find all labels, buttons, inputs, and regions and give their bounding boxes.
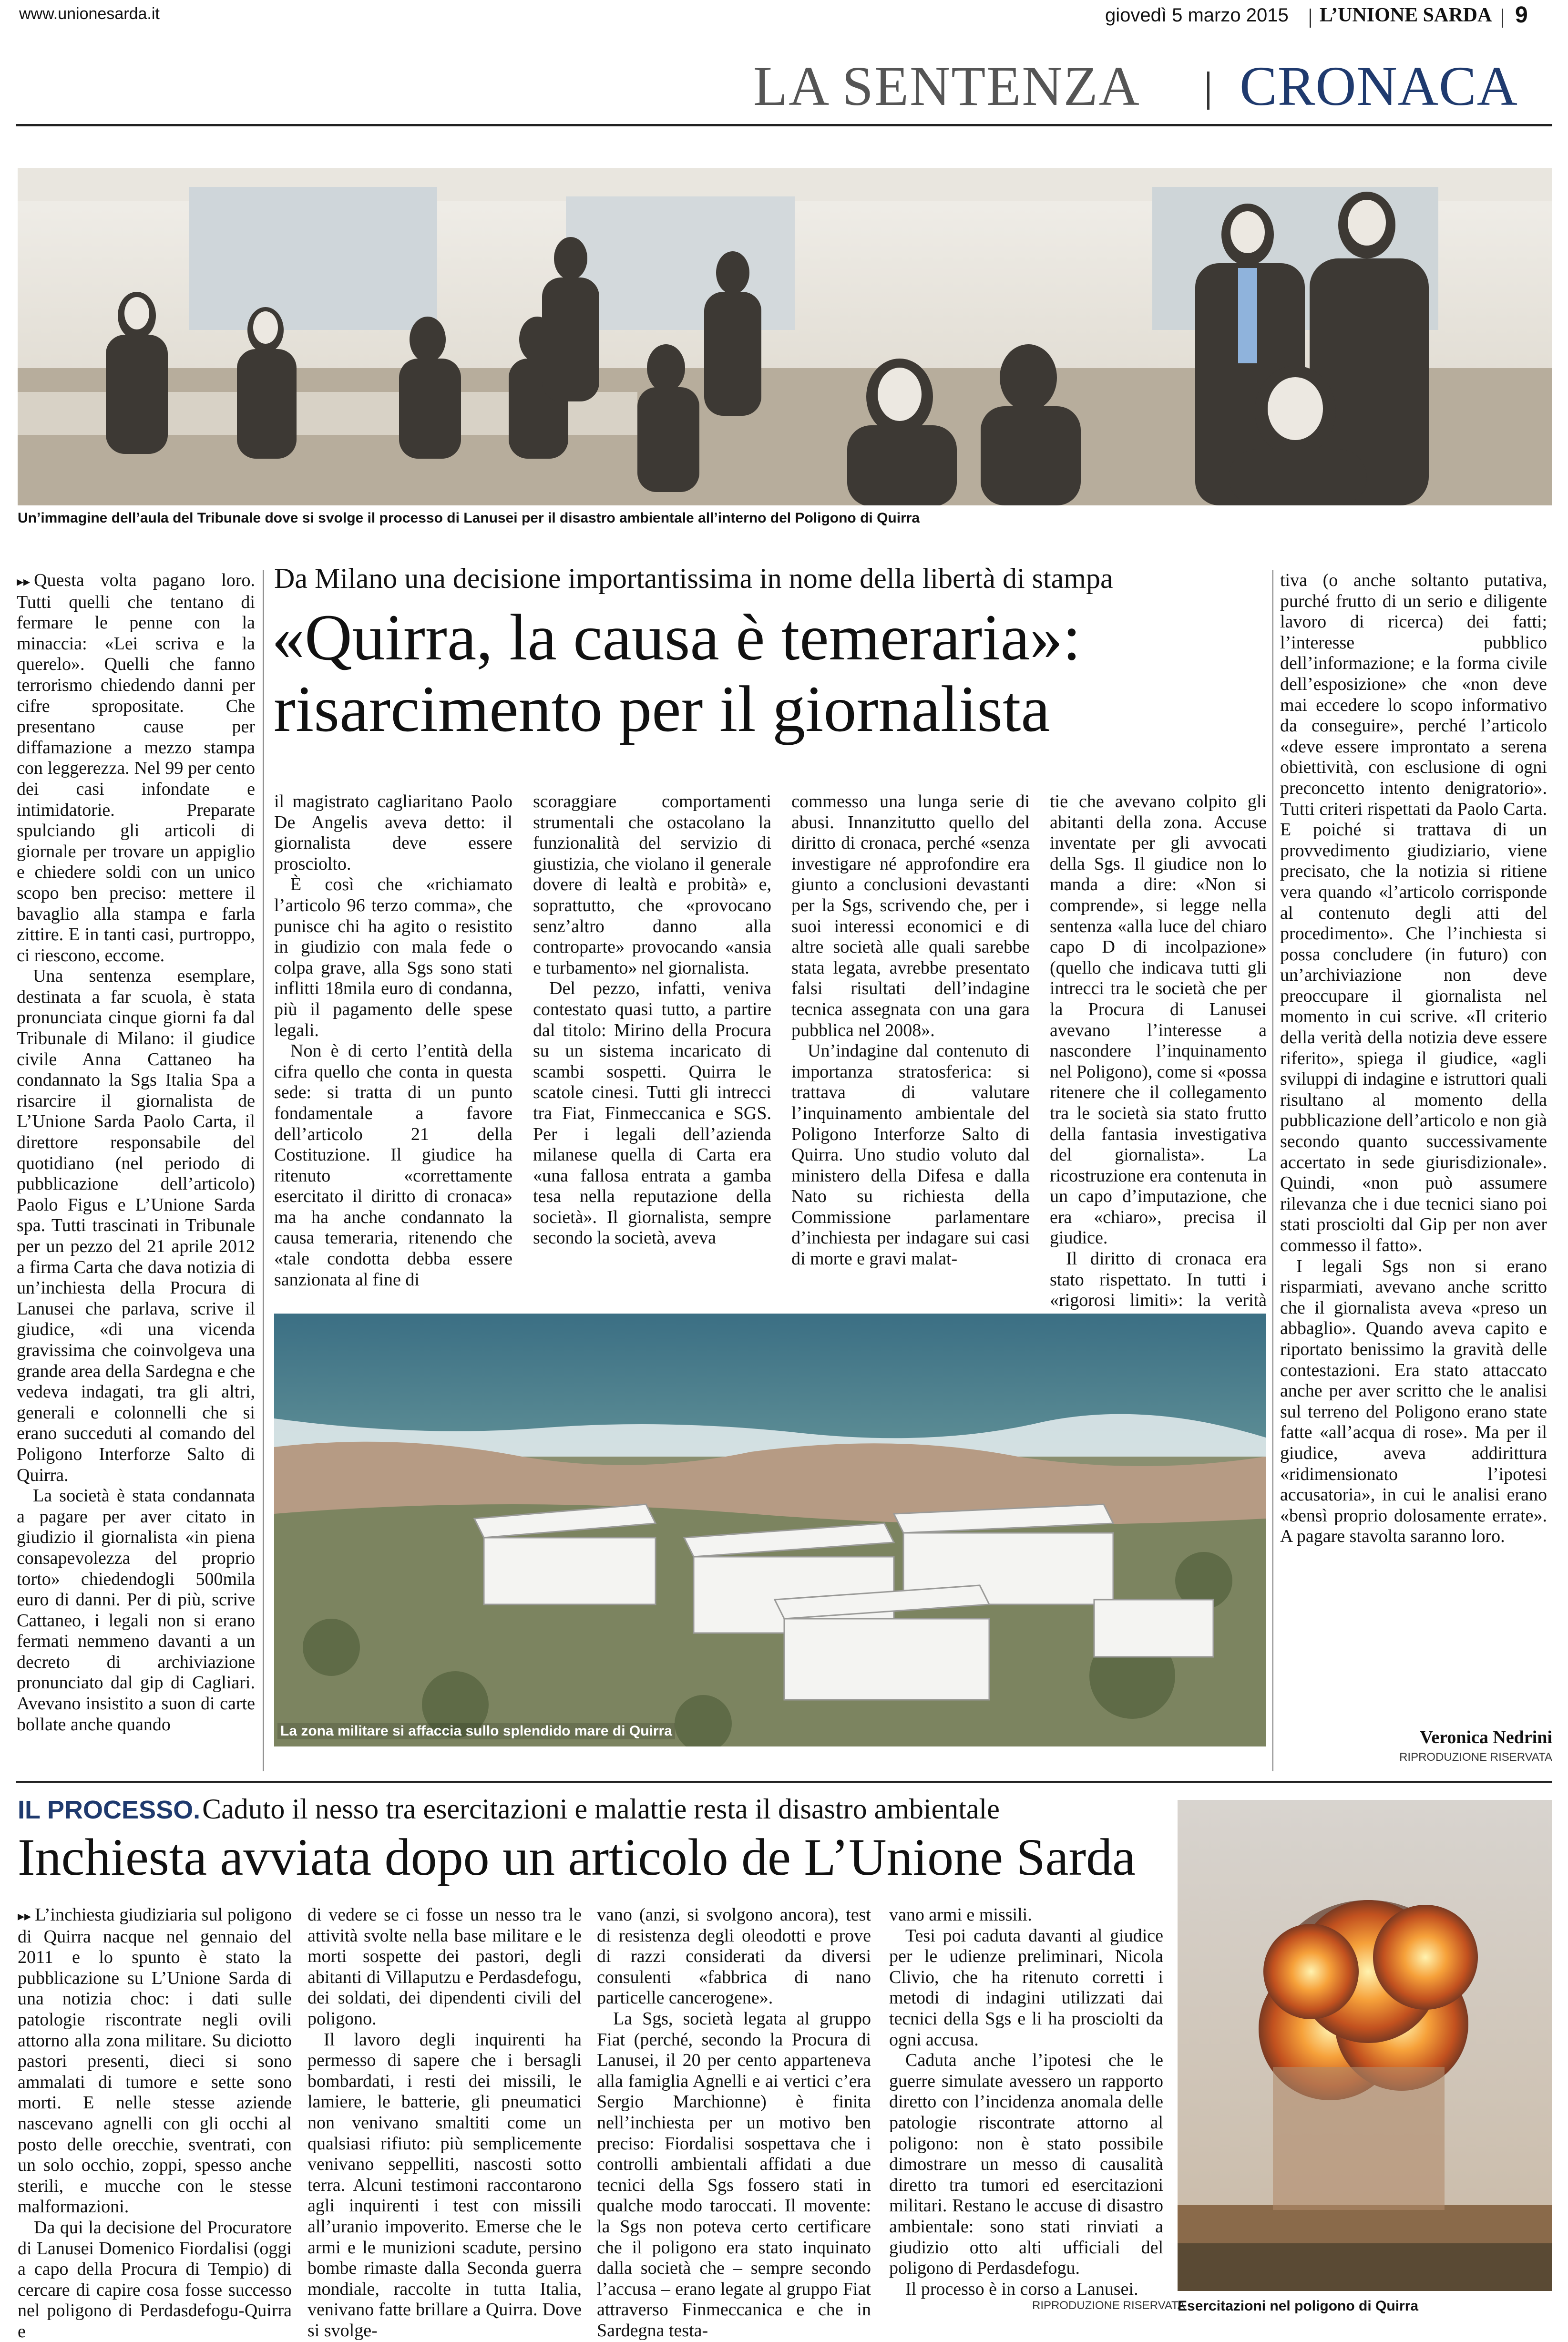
coast-photo-caption: La zona militare si affaccia sullo splendido mare di Quirra <box>277 1723 675 1739</box>
header-rule <box>16 124 1552 126</box>
paragraph: Il processo è in corso a Lanusei. <box>905 2279 1138 2299</box>
newspaper-name: L’UNIONE SARDA <box>1320 4 1492 26</box>
explosion-illustration <box>1178 1800 1552 2291</box>
paragraph: tiva (o anche soltanto putativa, purché frutto di un serio e diligente lavoro di ricerca) dei fatti; l’interesse pubblico dell’informazione; e la forma civile dell’esposizione» che «non deve mai eccedere lo scopo informativo da conseguire», perché l’articolo «deve essere improntato a serena obiettività, con esclusione di ogni preconcetto intento denigratorio». Tutti criteri rispettati da Paolo Carta. E poiché si trattava di un provvedimento giudiziario, viene precisato, che la notizia si ritiene vera quando «l’articolo corrisponde al contenuto degli atti del procedimento». Che l’inchiesta si possa concludere (in futuro) con un’archiviazione non deve preoccupare il giornalista nel momento in cui scrive. «Il criterio della verità della notizia deve essere riferito», spiega il giudice, «agli sviluppi di indagine e istruttori quali risultano al momento della pubblicazione dell’articolo e non già secondo quanto successivamente accertato in sede giurisdizionale». Quindi, «non può assumere rilevanza che i due tecnici siano poi stati prosciolti dal Gip per non aver commesso il fatto». <box>1280 570 1547 1255</box>
paragraph: Un’indagine dal contenuto di importanza stratosferica: si trattava di valutare l’inquinamento ambientale del Poligono Interforze Salto di Quirra. Uno studio voluto dal ministero della Difesa e dalla Nato su richiesta della Commissione parlamentare d’inchiesta per indagare sui casi di morte e gravi malat- <box>791 1041 1030 1269</box>
section-name: CRONACA <box>1240 55 1518 117</box>
paragraph: Il diritto di cronaca era stato rispettato. In tutti i «rigorosi limiti»: la verità <box>1050 1249 1267 1311</box>
header-divider-1 <box>1310 9 1311 28</box>
paragraph: ▸▸ Questa volta pagano loro. Tutti quelli che tentano di fermare le penne con la minaccia: «Lei scriva e la querelo». Quelli che fanno terrorismo chiedendo danni per cifre spropositate. Che presentano cause per diffamazione a mezzo stampa con leggerezza. Nel 99 per cento dei casi infondate e intimidatorie. Preparate spulciando gli articoli di giornale per trovare un appiglio e chiedere soldi con un unico scopo ben preciso: mettere il bavaglio alla stampa e farla zittire. E in tanti casi, purtroppo, ci riescono, eccome. <box>17 570 255 966</box>
process-column-2 <box>307 1905 582 2341</box>
section-rule <box>16 1781 1552 1783</box>
top-photo-caption: Un’immagine dell’aula del Tribunale dove si svolge il processo di Lanusei per il disastro ambientale all’interno del Poligono di Quirra <box>18 510 920 526</box>
main-article-column-5 <box>1050 791 1267 1332</box>
process-column-3 <box>597 1905 871 2341</box>
paragraph: commesso una lunga serie di abusi. Innanzitutto quello del diritto di cronaca, perché «senza investigare né approfondire era giunto a conclusioni devastanti per la Sgs, scrivendo che, per i suoi interessi economici e di altre società alle quali sarebbe stata legata, avrebbe presentato falsi risultati dell’indagine tecnica assegnata con una gara pubblica nel 2008». <box>791 791 1030 1040</box>
process-rights-notice: RIPRODUZIONE RISERVATA <box>1032 2299 1185 2312</box>
paragraph: Caduta anche l’ipotesi che le guerre simulate avessero un rapporto diretto con l’incidenza anomala delle patologie riscontrate attorno al poligono: non è stato possibile dimostrare un messo di causalità diretto tra tumori ed esercitazioni militari. Restano le accuse di disastro ambientale: sono stati rinviati a giudizio otto alti ufficiali del poligono di Perdasdefogu. <box>889 2050 1163 2279</box>
header-divider-2 <box>1502 9 1503 28</box>
paragraph: Da qui la decisione del Procuratore di Lanusei Domenico Fiordalisi (oggi a capo della Procura di Tempio) di cercare di capire cosa fosse successo nel poligono di Perdasdefogu-Quirra e <box>18 2217 292 2342</box>
main-article-column-1 <box>17 570 255 1735</box>
issue-date: giovedì 5 marzo 2015 <box>1105 5 1289 26</box>
courtroom-illustration <box>18 168 1552 505</box>
coast-photo <box>274 1314 1266 1746</box>
lead-arrow-icon: ▸▸ <box>17 574 31 589</box>
process-column-4 <box>889 1905 1163 2300</box>
explosion-photo <box>1178 1800 1552 2291</box>
paragraph: Del pezzo, infatti, veniva contestato quasi tutto, a partire dal titolo: Mirino della Procura su un sistema incaricato di scambi sospetti. Quirra le scatole cinesi. Tutti gli intrecci tra Fiat, Finmeccanica e SGS. Per i legali dell’azienda milanese quella di Carta era «una fallosa entrata a gamba tesa nella reputazione della società». Il giornalista, sempre secondo la società, aveva <box>533 978 771 1248</box>
main-article-column-6 <box>1280 570 1547 1547</box>
main-article-column-3 <box>533 791 771 1249</box>
paragraph: I legali Sgs non si erano risparmiati, avevano anche scritto che il giornalista aveva «preso un abbaglio». Quando aveva capito e riportato benissimo la gravità delle contestazioni. Era stato attaccato anche per aver scritto che le analisi sul terreno del Poligono erano state fatte «all’acqua di rose». Ma per il giudice, aveva addirittura «ridimensionato l’ipotesi accusatoria», in cui le analisi erano «bensì proprio dolosamente errate». A pagare stavolta saranno loro. <box>1280 1256 1547 1547</box>
lead-arrow-icon: ▸▸ <box>18 1908 31 1924</box>
main-kicker: Da Milano una decisione importantissima in nome della libertà di stampa <box>274 563 1113 594</box>
column-divider <box>1272 570 1273 1771</box>
page-number: 9 <box>1515 2 1528 28</box>
process-subtitle: Caduto il nesso tra esercitazioni e malattie resta il disastro ambientale <box>202 1793 1000 1825</box>
section-divider <box>1207 72 1209 110</box>
paragraph: La Sgs, società legata al gruppo Fiat (perché, secondo la Procura di Lanusei, il 20 per cento apparteneva alla famiglia Agnelli e ai vertici c’era Sergio Marchionne) è finita nell’inchiesta per un motivo ben preciso: Fiordalisi sospettava che i controlli ambientali affidati a due tecnici della Sgs fossero stati in qualche modo taroccati. Il movente: la Sgs non poteva certo certificare che il poligono era stato inquinato dalla società che – sempre secondo l’accusa – erano legate al gruppo Fiat attraverso Finmeccanica e che in Sardegna testa- <box>597 2008 871 2341</box>
explosion-photo-caption: Esercitazioni nel poligono di Quirra <box>1178 2298 1419 2314</box>
process-column-1 <box>18 1905 292 2342</box>
paragraph: Non è di certo l’entità della cifra quello che conta in questa sede: si tratta di un punto fondamentale a favore dell’articolo 21 della Costituzione. Il giudice ha ritenuto «correttamente esercitato il diritto di cronaca» ma ha anche condannato la causa temeraria, ritenendo che «tale condotta debba essere sanzionata al fine di <box>274 1041 512 1290</box>
paragraph: scoraggiare comportamenti strumentali che ostacolano la funzionalità del servizio di giustizia, che violano il generale dovere di lealtà e probità» e, soprattutto, che «provocano senz’altro danno alla controparte» provocando «ansia e turbamento» nel giornalista. <box>533 791 771 978</box>
rights-notice: RIPRODUZIONE RISERVATA <box>1399 1751 1552 1764</box>
main-headline-line-1: «Quirra, la causa è temeraria»: <box>272 601 1081 674</box>
paragraph: Tesi poi caduta davanti al giudice per le udienze preliminari, Nicola Clivio, che ha ritenuto corretti i metodi di indagini utilizzati dai tecnici della Sgs e li ha prosciolti da ogni accusa. <box>889 1925 1163 2050</box>
paragraph: il magistrato cagliaritano Paolo De Angelis aveva detto: il giornalista deve essere prosciolto. <box>274 791 512 874</box>
site-url[interactable]: www.unionesarda.it <box>19 5 160 23</box>
process-kicker <box>18 1793 1000 1826</box>
paragraph: È così che «richiamato l’articolo 96 terzo comma», che punisce chi ha agito o resistito in giudizio con mala fede o colpa grave, alla Sgs sono stati inflitti 18mila euro di condanna, più il pagamento delle spese legali. <box>274 874 512 1040</box>
paragraph: La società è stata condannata a pagare per aver citato in giudizio il giornalista «in piena consapevolezza del proprio torto» chiedendogli 500mila euro di danni. Per di più, scrive Cattaneo, i legali non si erano fermati nemmeno davanti a un decreto di archiviazione pronunciato dal gip di Cagliari. Avevano insistito a suon di carte bollate anche quando <box>17 1486 255 1735</box>
paragraph: di vedere se ci fosse un nesso tra le attività svolte nella base militare e le morti sospette dei pastori, degli abitanti di Villaputzu e Perdasdefogu, dei soldati, dei dipendenti civili del poligono. <box>307 1905 582 2029</box>
process-label: IL PROCESSO. <box>18 1796 201 1824</box>
column-divider <box>263 570 264 1771</box>
main-headline-line-2: risarcimento per il giornalista <box>274 672 1050 745</box>
paragraph: tie che avevano colpito gli abitanti della zona. Accuse inventate per gli avvocati della Sgs. Il giudice non lo manda a dire: «Non si comprende», si legge nella sentenza «alla luce del chiaro capo D di incolpazione» (quello che indicava tutti gli intrecci tra le società che per la Procura di Lanusei avevano l’interesse a nascondere l’inquinamento nel Poligono), come si «possa ritenere che il collegamento tra le società sia stato frutto della fantasia investigativa del giornalista». La ricostruzione era contenuta in un capo d’imputazione, che era «chiaro», precisa il giudice. <box>1050 791 1267 1248</box>
main-article-column-2 <box>274 791 512 1290</box>
process-headline: Inchiesta avviata dopo un articolo de L’Unione Sarda <box>18 1828 1136 1886</box>
paragraph: Una sentenza esemplare, destinata a far scuola, è stata pronunciata cinque giorni fa dal Tribunale di Milano: il giudice civile Anna Cattaneo ha condannato la Sgs Italia Spa a risarcire il giornalista de L’Unione Sarda Paolo Carta, il direttore responsabile del quotidiano (nel periodo di pubblicazione dell’articolo) Paolo Figus e L’Unione Sarda spa. Tutti trascinati in Tribunale per un pezzo del 21 aprile 2012 a firma Carta che dava notizia di un’inchiesta della Procura di Lanusei che parlava, scrive il giudice, «di una vicenda gravissima che coinvolgeva una grande area della Sardegna e che vedeva indagati, tra gli altri, generali e colonnelli che si erano succeduti al comando del Poligono Interforze Salto di Quirra. <box>17 966 255 1485</box>
paragraph: ▸▸ L’inchiesta giudiziaria sul poligono di Quirra nacque nel gennaio del 2011 e lo spunto è stato la pubblicazione su L’Unione Sarda di una notizia choc: i dati sulle patologie riscontrate negli ovili attorno alla zona militare. Su diciotto pastori presenti, dieci si sono ammalati di tumore e sette sono morti. E nelle stesse aziende nascevano agnelli con gli occhi al posto delle orecchie, sventrati, con un solo occhio, zoppi, spesso anche sterili, e mucche con le stesse malformazioni. <box>18 1905 292 2217</box>
coast-illustration <box>274 1314 1266 1746</box>
paragraph: vano (anzi, si svolgono ancora), test di resistenza degli oleodotti e prove di razzi considerati da diversi consulenti «fabbrica di nano particelle cancerogene». <box>597 1905 871 2008</box>
courtroom-photo <box>18 168 1552 505</box>
section-label: LA SENTENZA <box>753 55 1140 117</box>
byline: Veronica Nedrini <box>1420 1727 1552 1747</box>
paragraph: vano armi e missili. <box>889 1905 1032 1925</box>
main-article-column-4 <box>791 791 1030 1270</box>
paragraph: Il lavoro degli inquirenti ha permesso di sapere che i bersagli bombardati, i resti dei missili, le lamiere, le batterie, gli pneumatici non venivano smaltiti come un qualsiasi rifiuto: più semplicemente venivano seppelliti, nascosti sotto terra. Alcuni testimoni raccontarono agli inquirenti i test con missili all’uranio impoverito. Emerse che le armi e le munizioni scadute, persino bombe rimaste dalla Seconda guerra mondiale, raccolte in tutta Italia, venivano fatte brillare a Quirra. Dove si svolge- <box>307 2029 582 2341</box>
